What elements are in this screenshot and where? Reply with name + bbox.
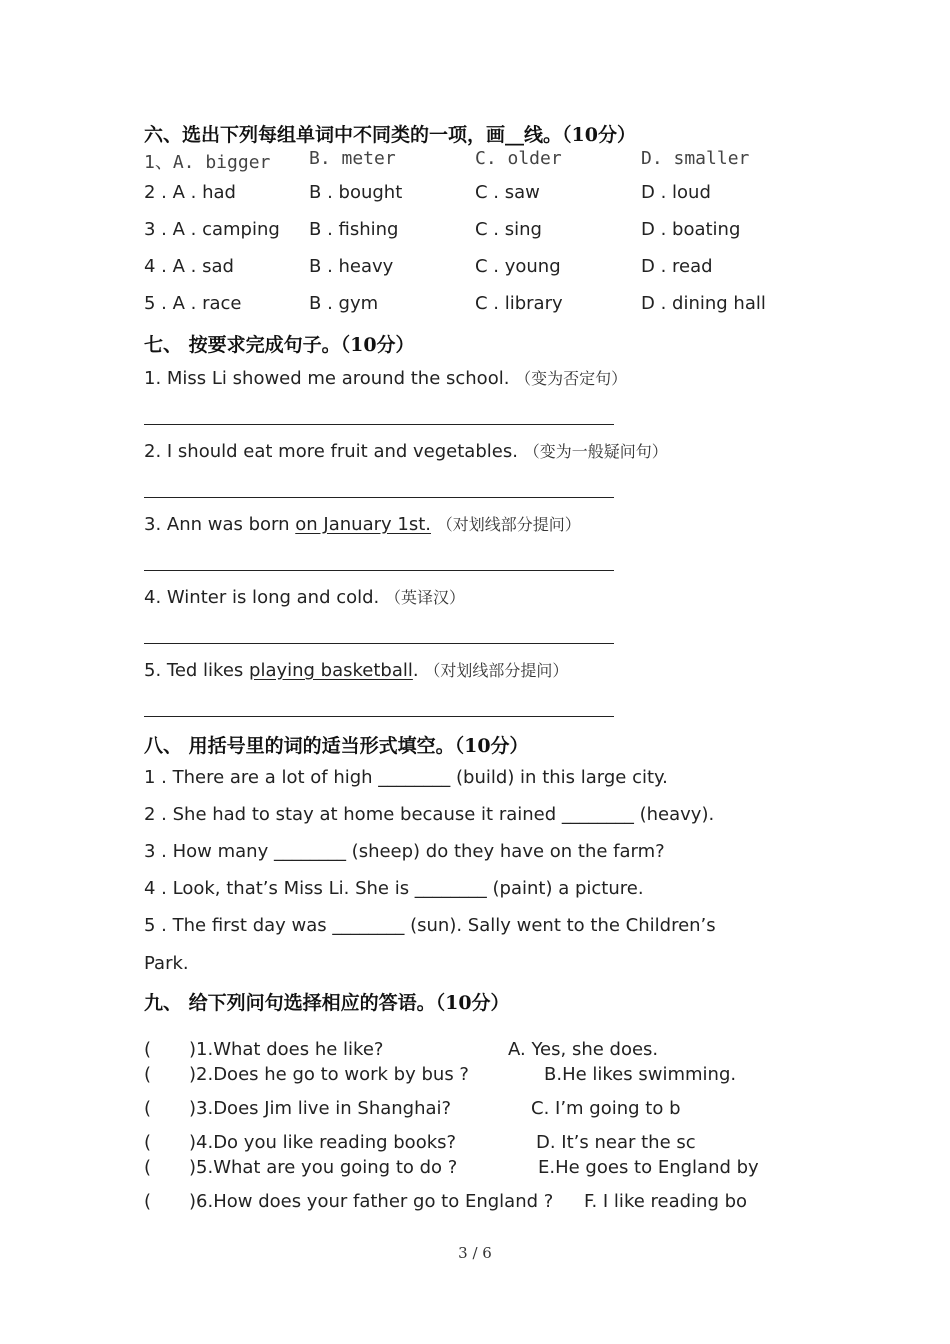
q6-2-option-d: D . loud	[641, 182, 711, 203]
section-8-heading: 八、 用括号里的词的适当形式填空。（10分）	[144, 735, 529, 757]
q6-4-option-a: 4 . A . sad	[144, 256, 234, 277]
q7-4-instruction: （英译汉）	[385, 588, 466, 607]
section-9-heading: 九、 给下列问句选择相应的答语。（10分）	[144, 992, 510, 1014]
q7-5-text: 5. Ted likes	[144, 660, 250, 681]
q6-1-option-c: C. older	[475, 148, 562, 169]
q6-5-option-d: D . dining hall	[641, 293, 766, 314]
q6-1-option-d: D. smaller	[641, 148, 750, 169]
q9-3-paren[interactable]: (	[144, 1098, 152, 1119]
q7-4-text: 4. Winter is long and cold.	[144, 587, 380, 608]
section-6-heading: 六、选出下列每组单词中不同类的一项，画__线。（10分）	[144, 124, 636, 146]
q9-option-b: B.He likes swimming.	[544, 1064, 737, 1085]
q6-3-option-c: C . sing	[475, 219, 542, 240]
q7-5-sentence	[144, 658, 568, 681]
q6-2-option-b: B . bought	[309, 182, 403, 203]
q7-2-answer-line[interactable]	[144, 497, 614, 498]
q6-4-option-b: B . heavy	[309, 256, 394, 277]
q8-3: 3 . How many ________ (sheep) do they have on the farm?	[144, 841, 665, 862]
q7-4-sentence	[144, 585, 465, 608]
q6-3-option-d: D . boating	[641, 219, 741, 240]
q7-3-text: 3. Ann was born	[144, 514, 296, 535]
q6-1-option-a: 1、A. bigger	[144, 152, 271, 173]
q7-2-instruction: （变为一般疑问句）	[523, 442, 668, 461]
q7-5-instruction: （对划线部分提问）	[424, 661, 569, 680]
q7-5-underlined: playing basketball	[249, 660, 413, 681]
q6-5-option-b: B . gym	[309, 293, 379, 314]
q8-2: 2 . She had to stay at home because it rained ________ (heavy).	[144, 804, 715, 825]
q9-option-e: E.He goes to England by	[538, 1157, 759, 1178]
q9-4-paren[interactable]: (	[144, 1132, 152, 1153]
q6-2-option-c: C . saw	[475, 182, 540, 203]
q6-3-option-a: 3 . A . camping	[144, 219, 280, 240]
q6-5-option-c: C . library	[475, 293, 563, 314]
q6-3-option-b: B . fishing	[309, 219, 399, 240]
q9-1-paren[interactable]: (	[144, 1039, 152, 1060]
q9-6-question: )6.How does your father go to England ?	[189, 1191, 554, 1212]
q7-1-text: 1. Miss Li showed me around the school.	[144, 368, 510, 389]
q7-1-answer-line[interactable]	[144, 424, 614, 425]
q9-option-a: A. Yes, she does.	[508, 1039, 659, 1060]
q8-4: 4 . Look, that’s Miss Li. She is ________ (paint) a picture.	[144, 878, 644, 899]
q8-5: 5 . The first day was ________ (sun). Sally went to the Children’s	[144, 915, 716, 936]
q9-option-f: F. I like reading bo	[584, 1191, 748, 1212]
q9-4-question: )4.Do you like reading books?	[189, 1132, 457, 1153]
q9-3-question: )3.Does Jim live in Shanghai?	[189, 1098, 452, 1119]
q7-2-sentence	[144, 439, 668, 462]
q7-1-sentence	[144, 366, 627, 389]
q9-6-paren[interactable]: (	[144, 1191, 152, 1212]
q9-option-c: C. I’m going to b	[531, 1098, 681, 1119]
q7-2-text: 2. I should eat more fruit and vegetables.	[144, 441, 518, 462]
q6-2-option-a: 2 . A . had	[144, 182, 236, 203]
q7-3-instruction: （对划线部分提问）	[436, 515, 581, 534]
q6-5-option-a: 5 . A . race	[144, 293, 242, 314]
q9-option-d: D. It’s near the sc	[536, 1132, 696, 1153]
q9-1-question: )1.What does he like?	[189, 1039, 384, 1060]
page-number: 3 / 6	[458, 1244, 492, 1262]
q6-4-option-d: D . read	[641, 256, 713, 277]
q7-4-answer-line[interactable]	[144, 643, 614, 644]
q7-5-answer-line[interactable]	[144, 716, 614, 717]
q6-4-option-c: C . young	[475, 256, 561, 277]
q9-5-question: )5.What are you going to do ?	[189, 1157, 458, 1178]
q6-1-option-b: B. meter	[309, 148, 396, 169]
q7-1-instruction: （变为否定句）	[515, 369, 628, 388]
q7-3-answer-line[interactable]	[144, 570, 614, 571]
q8-1: 1 . There are a lot of high ________ (build) in this large city.	[144, 767, 668, 788]
q9-2-paren[interactable]: (	[144, 1064, 152, 1085]
q7-3-underlined: on January 1st.	[295, 514, 431, 535]
q8-5-continued: Park.	[144, 953, 189, 974]
q7-3-sentence	[144, 512, 581, 535]
q9-5-paren[interactable]: (	[144, 1157, 152, 1178]
q7-5-period: .	[412, 660, 419, 681]
q9-2-question: )2.Does he go to work by bus ?	[189, 1064, 469, 1085]
section-7-heading: 七、 按要求完成句子。（10分）	[144, 334, 415, 356]
